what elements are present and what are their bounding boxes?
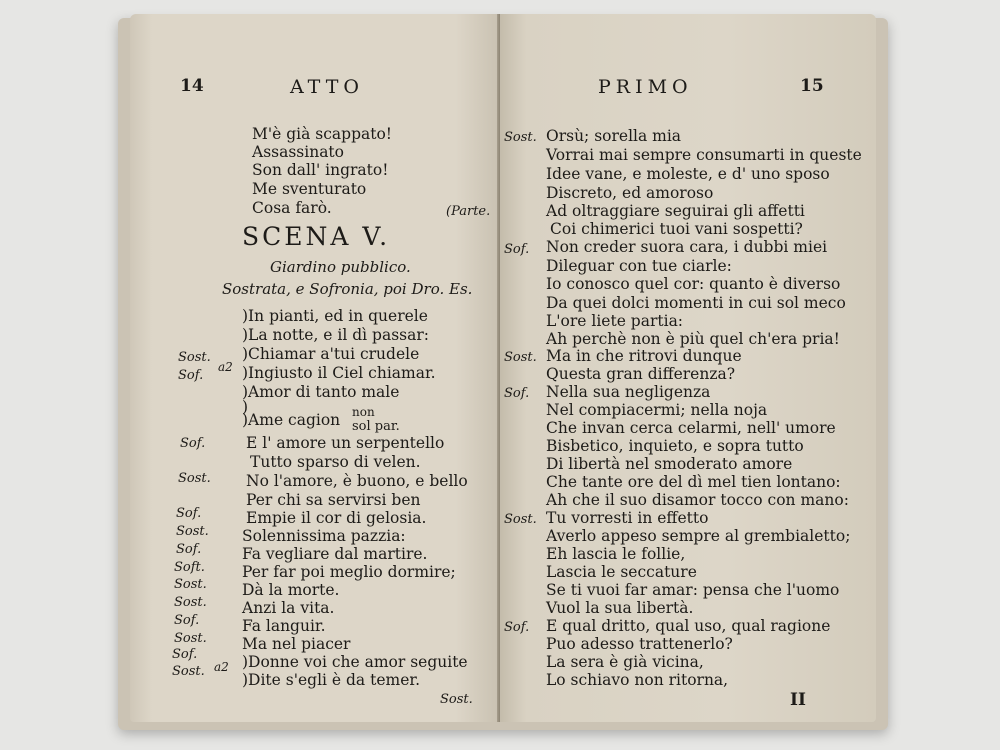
speaker-label: Sof. — [176, 542, 202, 557]
verse-line: Per far poi meglio dormire; — [242, 563, 456, 581]
verse-line: Vorrai mai sempre consumarti in queste — [546, 146, 862, 164]
verse-line: Empie il cor di gelosia. — [246, 509, 427, 527]
verse-line: Se ti vuoi far amar: pensa che l'uomo — [546, 581, 840, 599]
speaker-label: Sost. — [504, 350, 537, 365]
verse-line: ) — [242, 398, 249, 416]
verse-line: Dileguar con tue ciarle: — [546, 257, 732, 275]
speaker-label: Sost. — [176, 524, 209, 539]
verse-line: Ah perchè non è più quel ch'era pria! — [546, 330, 840, 348]
scene-title: SCENA V. — [242, 222, 391, 251]
verse-line: Orsù; sorella mia — [546, 127, 682, 145]
running-head: PRIMO — [598, 76, 693, 98]
verse-line: Nel compiacermi; nella noja — [546, 401, 768, 419]
running-head: ATTO — [290, 76, 364, 98]
verse-line: Idee vane, e moleste, e d' uno sposo — [546, 165, 830, 183]
verse-line: E l' amore un serpentello — [246, 434, 445, 452]
duet-marker: a2 — [214, 660, 229, 674]
verse-line: Lo schiavo non ritorna, — [546, 671, 729, 689]
scene-setting: Giardino pubblico. — [270, 258, 411, 276]
speaker-label: Sost. — [178, 350, 211, 365]
verse-line: )Donne voi che amor seguite — [242, 653, 468, 671]
verse-line: non — [352, 405, 375, 419]
speaker-label: Sost. — [178, 471, 211, 486]
speaker-label: Sost. — [174, 631, 207, 646]
verse-line: Tu vorresti in effetto — [546, 509, 709, 527]
verse-line: Tutto sparso di velen. — [250, 453, 421, 471]
speaker-label: Sof. — [180, 436, 206, 451]
verse-line: Questa gran differenza? — [546, 365, 736, 383]
verse-line: )Chiamar a'tui crudele — [242, 345, 420, 363]
right-page — [500, 14, 876, 722]
verse-line: Eh lascia le follie, — [546, 545, 686, 563]
verse-line: Son dall' ingrato! — [252, 161, 389, 179]
verse-line: Bisbetico, inquieto, e sopra tutto — [546, 437, 804, 455]
character-list: Sostrata, e Sofronia, poi Dro. Es. — [222, 280, 473, 298]
duet-marker: a2 — [218, 360, 233, 374]
verse-line: Discreto, ed amoroso — [546, 184, 714, 202]
verse-line: sol par. — [352, 419, 400, 434]
verse-line: Non creder suora cara, i dubbi miei — [546, 238, 828, 256]
speaker-label: Sost. — [504, 512, 537, 527]
verse-line: )Ame cagion — [242, 411, 341, 429]
verse-line: M'è già scappato! — [252, 125, 393, 143]
verse-line: Dà la morte. — [242, 581, 340, 599]
verse-line: )Dite s'egli è da temer. — [242, 671, 421, 689]
verse-line: Puo adesso trattenerlo? — [546, 635, 733, 653]
verse-line: Fa languir. — [242, 617, 326, 635]
verse-line: Per chi sa servirsi ben — [246, 491, 421, 509]
verse-line: Fa vegliare dal martire. — [242, 545, 428, 563]
speaker-label: Sost. — [174, 577, 207, 592]
verse-line: Me sventurato — [252, 180, 367, 198]
verse-line: La sera è già vicina, — [546, 653, 704, 671]
verse-line: Ah che il suo disamor tocco con mano: — [546, 491, 849, 509]
speaker-label: Sost. — [174, 595, 207, 610]
verse-line: Che tante ore del dì mel tien lontano: — [546, 473, 841, 491]
verse-line: )La notte, e il dì passar: — [242, 326, 429, 344]
signature-mark: II — [790, 690, 806, 710]
verse-line: )Amor di tanto male — [242, 383, 400, 401]
speaker-label: Sof. — [504, 620, 530, 635]
verse-line: Solennissima pazzia: — [242, 527, 406, 545]
verse-line: Ma in che ritrovi dunque — [546, 347, 742, 365]
verse-line: No l'amore, è buono, e bello — [246, 472, 468, 490]
verse-line: Ma nel piacer — [242, 635, 351, 653]
verse-line: Da quei dolci momenti in cui sol meco — [546, 294, 846, 312]
speaker-label: Sof. — [504, 386, 530, 401]
verse-line: E qual dritto, qual uso, qual ragione — [546, 617, 831, 635]
verse-line: Assassinato — [252, 143, 344, 161]
verse-line: Anzi la vita. — [242, 599, 335, 617]
verse-line: Averlo appeso sempre al grembialetto; — [546, 527, 851, 545]
verse-line: Nella sua negligenza — [546, 383, 711, 401]
verse-line: Di libertà nel smoderato amore — [546, 455, 793, 473]
speaker-label: Sof. — [172, 647, 198, 662]
verse-line: Cosa farò. — [252, 199, 332, 217]
catchword: Sost. — [440, 692, 473, 707]
page-number: 15 — [800, 76, 824, 96]
page-number: 14 — [180, 76, 204, 96]
verse-line: Che invan cerca celarmi, nell' umore — [546, 419, 836, 437]
verse-line: )In pianti, ed in querele — [242, 307, 428, 325]
verse-line: L'ore liete partia: — [546, 312, 684, 330]
speaker-label: Soft. — [174, 560, 205, 575]
speaker-label: Sof. — [178, 368, 204, 383]
speaker-label: Sof. — [504, 242, 530, 257]
verse-line: Ad oltraggiare seguirai gli affetti — [546, 202, 805, 220]
left-page — [130, 14, 500, 722]
speaker-label: Sost. — [172, 664, 205, 679]
verse-line: Lascia le seccature — [546, 563, 697, 581]
verse-line: Vuol la sua libertà. — [546, 599, 694, 617]
stage-direction: (Parte. — [446, 204, 491, 219]
verse-line: Coi chimerici tuoi vani sospetti? — [550, 220, 803, 238]
speaker-label: Sost. — [504, 130, 537, 145]
verse-line: Io conosco quel cor: quanto è diverso — [546, 275, 841, 293]
speaker-label: Sof. — [174, 613, 200, 628]
speaker-label: Sof. — [176, 506, 202, 521]
verse-line: )Ingiusto il Ciel chiamar. — [242, 364, 436, 382]
